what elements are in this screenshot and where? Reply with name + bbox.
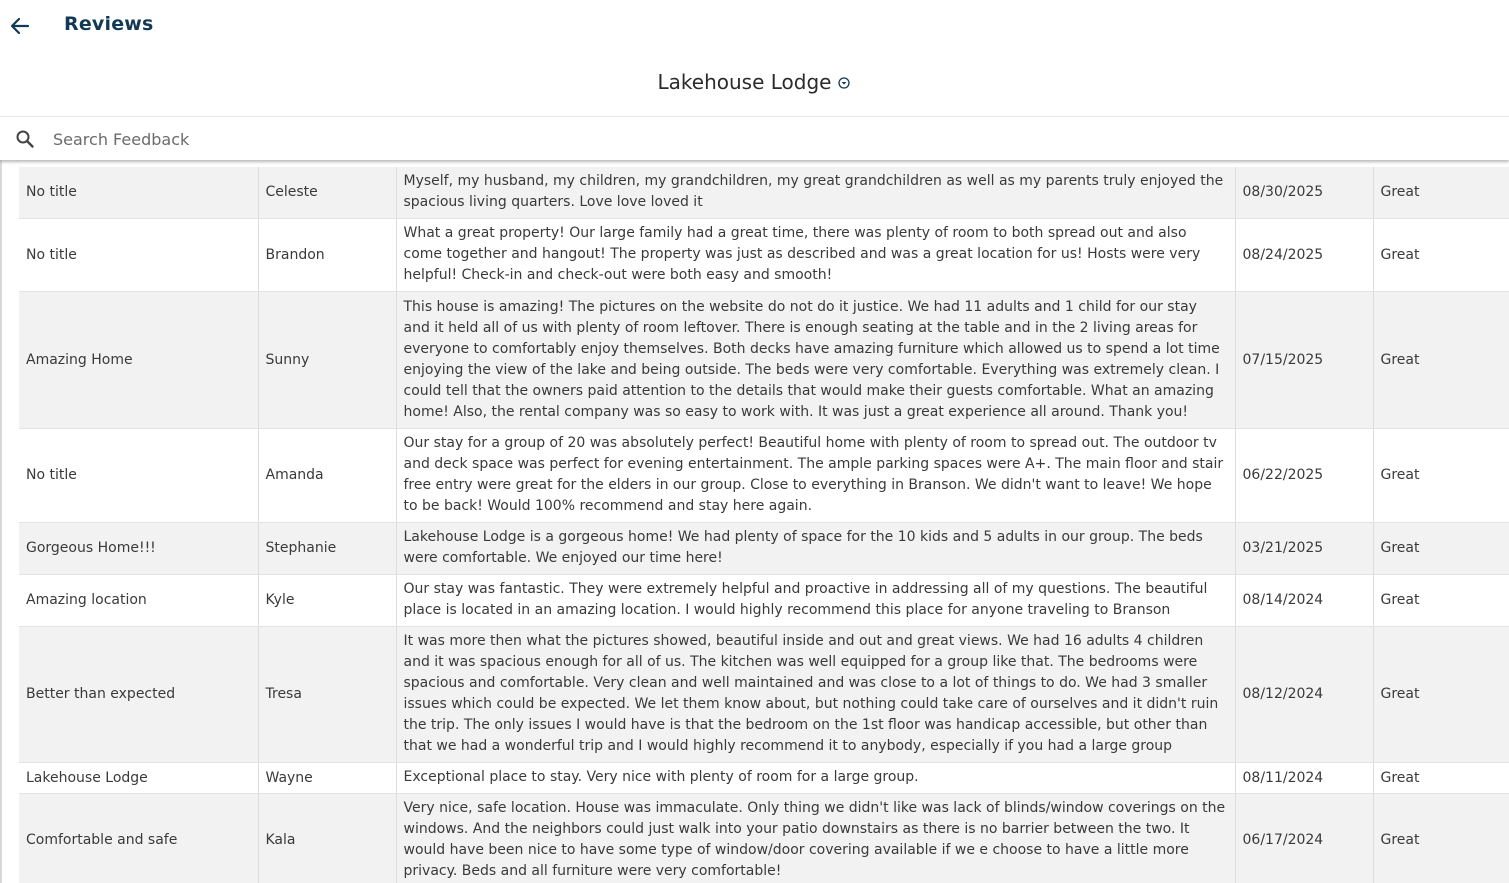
table-row[interactable] bbox=[19, 523, 1509, 575]
review-title: No title bbox=[19, 429, 258, 523]
reviewer-name: Kyle bbox=[258, 575, 396, 627]
review-title: No title bbox=[19, 167, 258, 219]
table-row[interactable] bbox=[19, 794, 1509, 883]
table-row[interactable] bbox=[19, 167, 1509, 219]
review-rating: Great bbox=[1373, 219, 1509, 292]
review-rating: Great bbox=[1373, 292, 1509, 429]
review-rating: Great bbox=[1373, 167, 1509, 219]
review-text: What a great property! Our large family had a great time, there was plenty of room to both spread out and also come together and hangout! The property was just as described and was a great location for us! Hosts were very helpful! Check-in and check-out were both easy and smooth! bbox=[396, 219, 1235, 292]
search-input[interactable] bbox=[53, 125, 1453, 153]
page-title: Reviews bbox=[64, 13, 154, 35]
review-text: Our stay for a group of 20 was absolutely perfect! Beautiful home with plenty of room to spread out. The outdoor tv and deck space was perfect for evening entertainment. The ample parking spaces were A+. The main floor and stair free entry were great for the elders in our group. Close to everything in Branson. We didn't want to leave! We hope to be back! Would 100% recommend and stay here again. bbox=[396, 429, 1235, 523]
table-row[interactable] bbox=[19, 429, 1509, 523]
property-name[interactable]: Lakehouse Lodge bbox=[657, 70, 832, 94]
table-row[interactable] bbox=[19, 292, 1509, 429]
review-title: Amazing location bbox=[19, 575, 258, 627]
review-rating: Great bbox=[1373, 575, 1509, 627]
review-rating: Great bbox=[1373, 523, 1509, 575]
review-date: 08/11/2024 bbox=[1235, 763, 1373, 794]
review-date: 08/12/2024 bbox=[1235, 627, 1373, 763]
table-row[interactable] bbox=[19, 627, 1509, 763]
review-text: Very nice, safe location. House was immaculate. Only thing we didn't like was lack of blinds/window coverings on the windows. And the neighbors could just walk into your patio downstairs as there is no barrier between the two. It would have been nice to have some type of window/door covering available if we e choose to have a little more privacy. Beds and all furniture were very comfortable! bbox=[396, 794, 1235, 883]
chevron-down-circle-icon[interactable] bbox=[837, 76, 851, 90]
reviewer-name: Sunny bbox=[258, 292, 396, 429]
review-date: 08/14/2024 bbox=[1235, 575, 1373, 627]
table-row[interactable] bbox=[19, 575, 1509, 627]
top-bar bbox=[0, 0, 1509, 52]
arrow-left-icon bbox=[10, 16, 30, 36]
property-selector[interactable] bbox=[0, 66, 1509, 98]
reviewer-name: Stephanie bbox=[258, 523, 396, 575]
table-row[interactable] bbox=[19, 219, 1509, 292]
back-button[interactable] bbox=[8, 14, 32, 38]
review-date: 06/17/2024 bbox=[1235, 794, 1373, 883]
review-date: 08/24/2025 bbox=[1235, 219, 1373, 292]
search-bar bbox=[0, 116, 1509, 160]
review-date: 06/22/2025 bbox=[1235, 429, 1373, 523]
review-text: Our stay was fantastic. They were extremely helpful and proactive in addressing all of my questions. The beautiful place is located in an amazing location. I would highly recommend this place for anyone traveling to Branson bbox=[396, 575, 1235, 627]
reviewer-name: Kala bbox=[258, 794, 396, 883]
review-title: Better than expected bbox=[19, 627, 258, 763]
review-rating: Great bbox=[1373, 763, 1509, 794]
reviews-table bbox=[19, 167, 1509, 883]
review-date: 03/21/2025 bbox=[1235, 523, 1373, 575]
review-date: 08/30/2025 bbox=[1235, 167, 1373, 219]
review-rating: Great bbox=[1373, 627, 1509, 763]
review-title: Amazing Home bbox=[19, 292, 258, 429]
reviewer-name: Celeste bbox=[258, 167, 396, 219]
review-text: This house is amazing! The pictures on the website do not do it justice. We had 11 adults and 1 child for our stay and it held all of us with plenty of room leftover. There is enough seating at the table and in the 2 living areas for everyone to comfortably enjoy themselves. Both decks have amazing furniture which allowed us to spend a lot time enjoying the view of the lake and being outside. The beds were very comfortable. Everything was extremely clean. I could tell that the owners paid attention to the details that would make their guests comfortable. What an amazing home! Also, the rental company was so easy to work with. It was just a great experience all around. Thank you! bbox=[396, 292, 1235, 429]
review-text: Lakehouse Lodge is a gorgeous home! We had plenty of space for the 10 kids and 5 adults in our group. The beds were comfortable. We enjoyed our time here! bbox=[396, 523, 1235, 575]
table-row[interactable] bbox=[19, 763, 1509, 794]
reviewer-name: Tresa bbox=[258, 627, 396, 763]
review-text: Exceptional place to stay. Very nice with plenty of room for a large group. bbox=[396, 763, 1235, 794]
review-title: Gorgeous Home!!! bbox=[19, 523, 258, 575]
reviewer-name: Brandon bbox=[258, 219, 396, 292]
reviews-table-container[interactable] bbox=[0, 160, 1509, 883]
reviewer-name: Wayne bbox=[258, 763, 396, 794]
review-text: It was more then what the pictures showed, beautiful inside and out and great views. We had 16 adults 4 children and it was spacious enough for all of us. The kitchen was well equipped for a group like that. The bedrooms were spacious and comfortable. Very clean and well maintained and was close to a lot of things to do. We had 3 smaller issues which could be expected. We let them know about, but nothing could take care of ourselves and it didn't ruin the trip. The only issues I would have is that the bedroom on the 1st floor was handicap accessible, but other than that we had a wonderful trip and I would highly recommend it to anybody, especially if you had a large group bbox=[396, 627, 1235, 763]
reviewer-name: Amanda bbox=[258, 429, 396, 523]
review-rating: Great bbox=[1373, 429, 1509, 523]
review-title: No title bbox=[19, 219, 258, 292]
review-text: Myself, my husband, my children, my grandchildren, my great grandchildren as well as my parents truly enjoyed the spacious living quarters. Love love loved it bbox=[396, 167, 1235, 219]
review-title: Comfortable and safe bbox=[19, 794, 258, 883]
review-rating: Great bbox=[1373, 794, 1509, 883]
review-date: 07/15/2025 bbox=[1235, 292, 1373, 429]
review-title: Lakehouse Lodge bbox=[19, 763, 258, 794]
search-icon bbox=[15, 129, 35, 149]
